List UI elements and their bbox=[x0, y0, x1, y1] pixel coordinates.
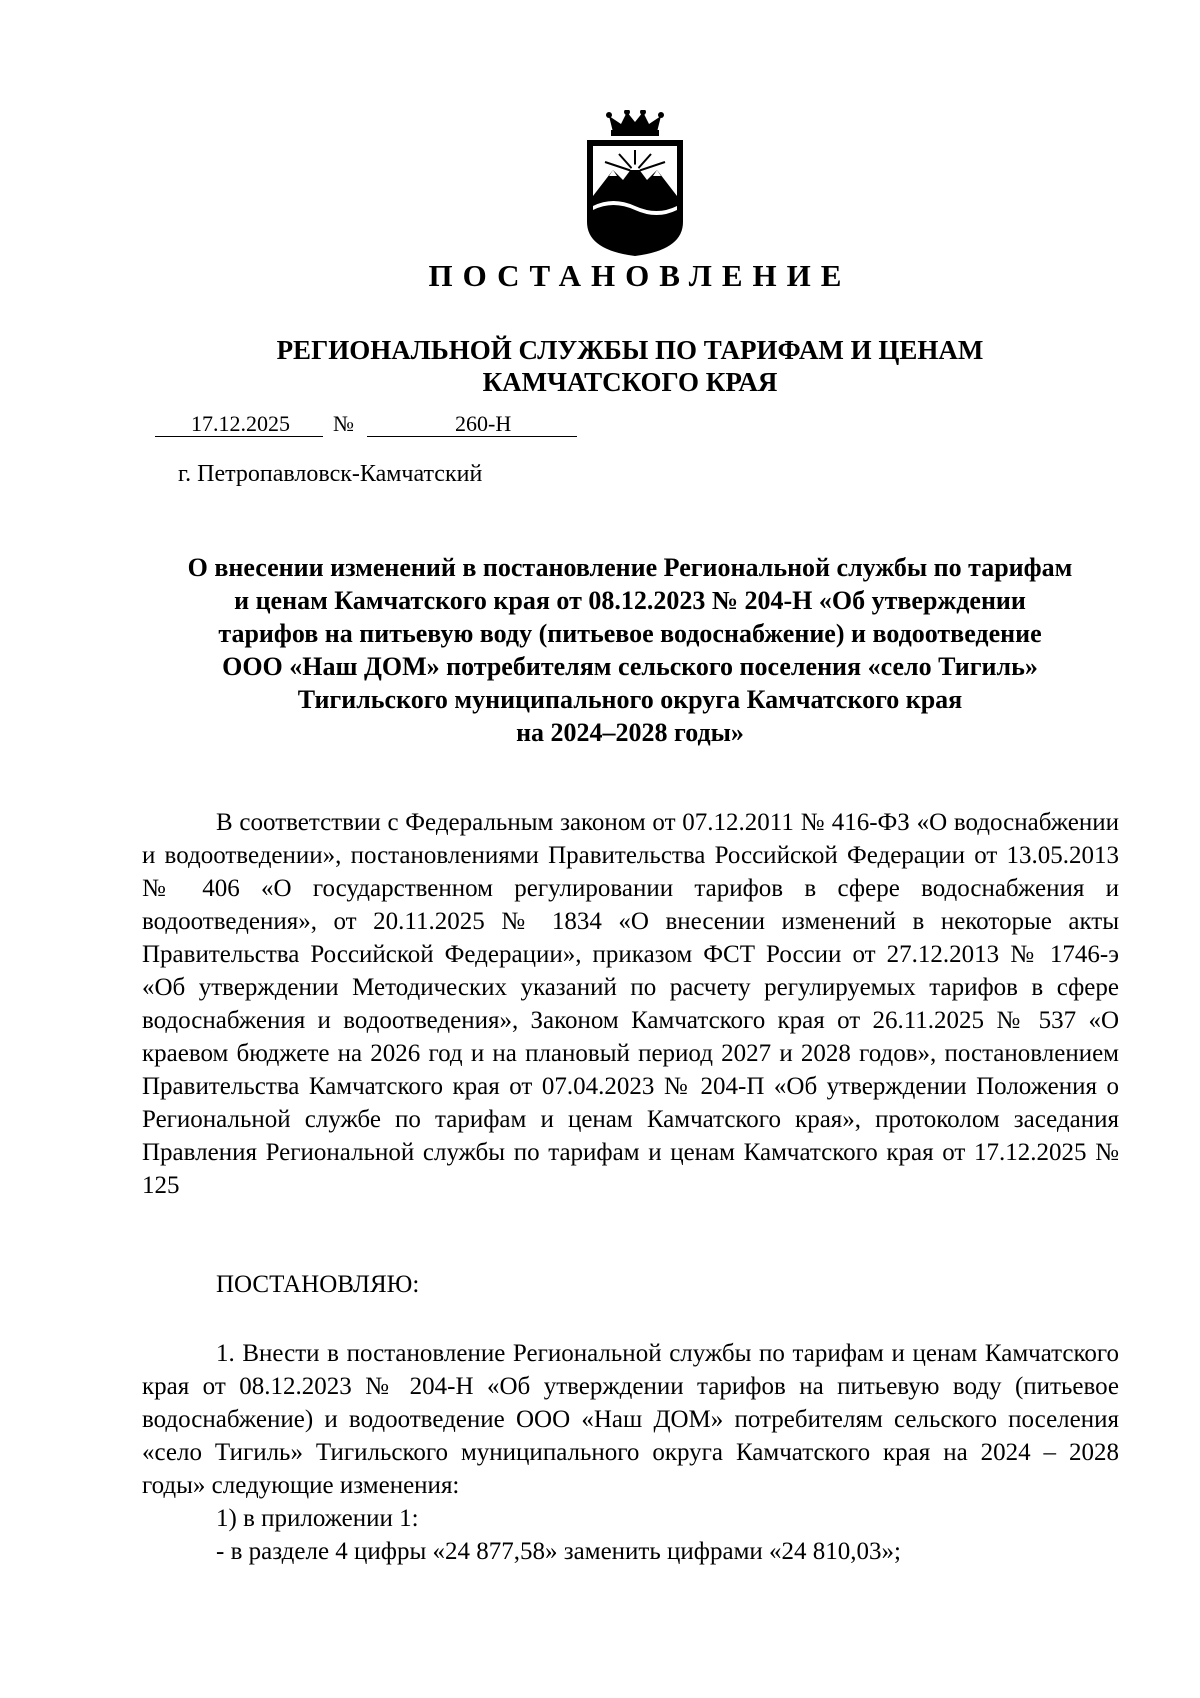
document-type-title: ПОСТАНОВЛЕНИЕ bbox=[428, 258, 852, 293]
subject-line-6: на 2024–2028 годы» bbox=[516, 718, 744, 747]
subject-line-5: Тигильского муниципального округа Камчатского края bbox=[297, 685, 963, 714]
document-date: 17.12.2025 bbox=[191, 411, 290, 436]
clause-1-text: 1. Внести в постановление Региональной службы по тарифам и ценам Камчатского края от 08.12.2023 № 204-Н «Об утверждении тарифов на питьевую воду (питьевое водоснабжение) и водоотведение ООО «Наш ДОМ» потребителям сельского поселения «село Тигиль» Тигильского муниципального округа Камчатского края на 2024 – 2028 годы» следующие изменения: bbox=[142, 1340, 1119, 1499]
number-sign: № bbox=[333, 411, 354, 436]
resolve-heading: ПОСТАНОВЛЯЮ: bbox=[216, 1271, 420, 1298]
clause-1-subitem-1: 1) в приложении 1: bbox=[216, 1505, 419, 1532]
subject-line-1: О внесении изменений в постановление Региональной службы по тарифам bbox=[187, 553, 1073, 582]
document-number: 260-Н bbox=[455, 411, 512, 436]
clause-1 bbox=[142, 1337, 1119, 1502]
subject-line-4: ООО «Наш ДОМ» потребителям сельского поселения «село Тигиль» bbox=[222, 652, 1038, 681]
preamble-block bbox=[142, 806, 1119, 1202]
coat-of-arms-kamchatka-emblem bbox=[583, 110, 687, 258]
subject-line-3: тарифов на питьевую воду (питьевое водоснабжение) и водоотведение bbox=[218, 619, 1042, 648]
place-of-issue: г. Петропавловск-Камчатский bbox=[178, 461, 483, 487]
date-number-line bbox=[155, 411, 575, 441]
preamble-paragraph: В соответствии с Федеральным законом от 07.12.2011 № 416-ФЗ «О водоснабжении и водоотведении», постановлениями Правительства Российской Федерации от 13.05.2013 № 406 «О государственном регулировании тарифов в сфере водоснабжения и водоотведения», от 20.11.2025 № 1834 «О внесении изменений в некоторые акты Правительства Российской Федерации», приказом ФСТ России от 27.12.2013 № 1746-э «Об утверждении Методических указаний по расчету регулируемых тарифов в сфере водоснабжения и водоотведения», Законом Камчатского края от 26.11.2025 № 537 «О краевом бюджете на 2026 год и на плановый период 2027 и 2028 годов», постановлением Правительства Камчатского края от 07.04.2023 № 204-П «Об утверждении Положения о Региональной службе по тарифам и ценам Камчатского края», протоколом заседания Правления Региональной службы по тарифам и ценам Камчатского края от 17.12.2025 № 125 bbox=[142, 809, 1119, 1199]
issuing-authority-line-2: КАМЧАТСКОГО КРАЯ bbox=[482, 367, 778, 397]
clause-1-subitem-2: - в разделе 4 цифры «24 877,58» заменить цифрами «24 810,03»; bbox=[216, 1538, 901, 1565]
subject-line-2: и ценам Камчатского края от 08.12.2023 № 204-Н «Об утверждении bbox=[234, 586, 1026, 615]
issuing-authority bbox=[0, 334, 1200, 398]
document-subject bbox=[140, 551, 1120, 749]
issuing-authority-line-1: РЕГИОНАЛЬНОЙ СЛУЖБЫ ПО ТАРИФАМ И ЦЕНАМ bbox=[276, 335, 984, 365]
